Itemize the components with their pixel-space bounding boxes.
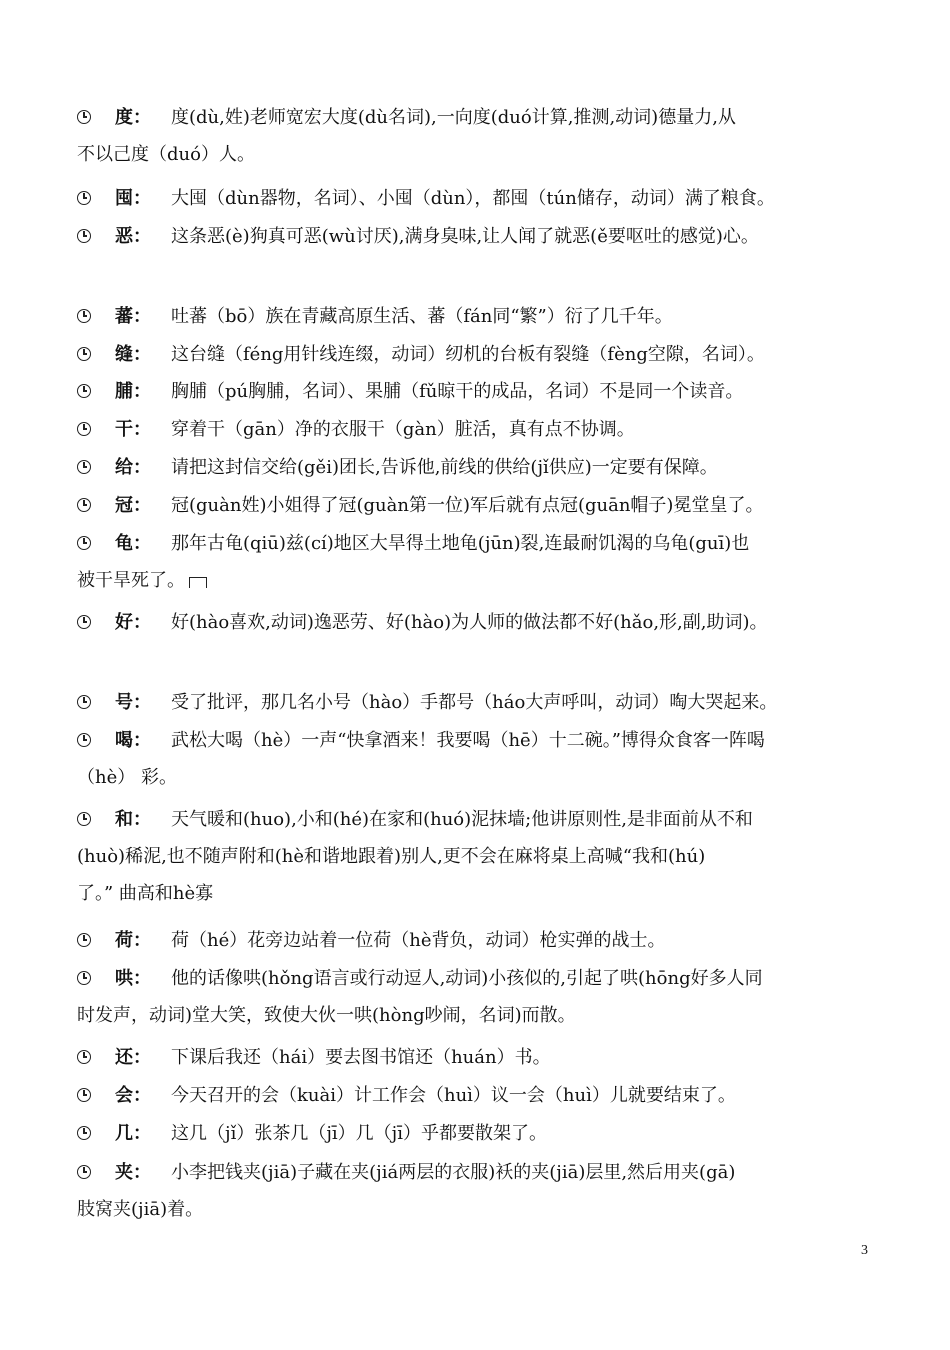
clock-bullet-icon: [77, 971, 91, 985]
clock-bullet-icon: [77, 1165, 91, 1179]
entry-char: 缝：: [115, 344, 151, 365]
page-number: 3: [861, 1243, 868, 1258]
entry-text: 那年古龟(qiū)兹(cí)地区大旱得土地龟(jūn)裂,连最耐饥渴的乌龟(guī)也: [171, 533, 750, 554]
clock-bullet-icon: [77, 1126, 91, 1140]
entry-char: 还：: [115, 1047, 151, 1068]
entry-he: [77, 722, 877, 796]
clock-bullet-icon: [77, 229, 91, 243]
entry-he2: [77, 801, 877, 912]
entry-text-cont: (huò)稀泥,也不随声附和(hè和谐地跟着)别人,更不会在麻将桌上高喊“我和(hú): [77, 846, 706, 867]
clock-bullet-icon: [77, 191, 91, 205]
entry-jia: [77, 1154, 877, 1228]
clock-bullet-icon: [77, 733, 91, 747]
entry-hao: [77, 604, 877, 641]
entry-char: 好：: [115, 612, 151, 633]
entry-du: [77, 99, 877, 173]
clock-bullet-icon: [77, 1088, 91, 1102]
entry-pu: [77, 373, 877, 410]
entry-text-cont: 时发声，动词)堂大笑，致使大伙一哄(hòng吵闹，名词)而散。: [77, 1005, 576, 1026]
entry-char: 冠：: [115, 495, 151, 516]
entry-char: 号：: [115, 692, 151, 713]
clock-bullet-icon: [77, 422, 91, 436]
entry-text: 他的话像哄(hǒng语言或行动逗人,动词)小孩似的,引起了哄(hōng好多人同: [171, 968, 763, 989]
entry-text: 请把这封信交给(gěi)团长,告诉他,前线的供给(jǐ供应)一定要有保障。: [171, 457, 718, 478]
entry-char: 恶：: [115, 226, 151, 247]
entry-text: 下课后我还（hái）要去图书馆还（huán）书。: [171, 1047, 551, 1068]
edit-mark-icon: [189, 577, 207, 588]
entry-hong: [77, 960, 877, 1034]
entry-char: 几：: [115, 1123, 151, 1144]
clock-bullet-icon: [77, 498, 91, 512]
entry-char: 干：: [115, 419, 151, 440]
clock-bullet-icon: [77, 615, 91, 629]
entry-text-cont: 被干旱死了。: [77, 570, 185, 591]
entry-text-cont: （hè） 彩。: [77, 767, 177, 788]
entry-fan: [77, 298, 877, 335]
clock-bullet-icon: [77, 933, 91, 947]
entry-text: 穿着干（gān）净的衣服干（gàn）脏活，真有点不协调。: [171, 419, 635, 440]
entry-hao2: [77, 684, 877, 721]
entry-text: 冠(guàn姓)小姐得了冠(guàn第一位)军后就有点冠(guān帽子)冕堂皇了。: [171, 495, 764, 516]
clock-bullet-icon: [77, 460, 91, 474]
entry-text: 吐蕃（bō）族在青藏高原生活、蕃（fán同“繁”）衍了几千年。: [171, 306, 673, 327]
entry-char: 蕃：: [115, 306, 151, 327]
entry-text: 今天召开的会（kuài）计工作会（huì）议一会（huì）儿就要结束了。: [171, 1085, 736, 1106]
entry-feng: [77, 336, 877, 373]
entry-char: 给：: [115, 457, 151, 478]
clock-bullet-icon: [77, 1050, 91, 1064]
entry-hai: [77, 1039, 877, 1076]
entry-text: 胸脯（pú胸脯，名词）、果脯（fǔ晾干的成品，名词）不是同一个读音。: [171, 381, 744, 402]
entry-text: 好(hào喜欢,动词)逸恶劳、好(hào)为人师的做法都不好(hǎo,形,副,助词)。: [171, 612, 768, 633]
entry-text: 大囤（dùn器物，名词）、小囤（dùn），都囤（tún储存，动词）满了粮食。: [171, 188, 775, 209]
entry-text-cont: 了。” 曲高和hè寡: [77, 883, 214, 904]
entry-guan: [77, 487, 877, 524]
entry-char: 度：: [115, 107, 151, 128]
entry-char: 哄：: [115, 968, 151, 989]
entry-char: 会：: [115, 1085, 151, 1106]
clock-bullet-icon: [77, 695, 91, 709]
entry-text: 这几（jǐ）张茶几（jī）几（jī）乎都要散架了。: [171, 1123, 548, 1144]
entry-text: 这台缝（féng用针线连缀，动词）纫机的台板有裂缝（fèng空隙，名词）。: [171, 344, 765, 365]
entry-text: 天气暖和(huo),小和(hé)在家和(huó)泥抹墙;他讲原则性,是非面前从不和: [171, 809, 753, 830]
entry-char: 龟：: [115, 533, 151, 554]
entry-text: 荷（hé）花旁边站着一位荷（hè背负，动词）枪实弹的战士。: [171, 930, 666, 951]
entry-text: 度(dù,姓)老师宽宏大度(dù名词),一向度(duó计算,推测,动词)德量力,从: [171, 107, 736, 128]
entry-e: [77, 218, 877, 255]
entry-char: 和：: [115, 809, 151, 830]
entry-text: 小李把钱夹(jiā)子藏在夹(jiá两层的衣服)袄的夹(jiā)层里,然后用夹(gā): [171, 1162, 736, 1183]
clock-bullet-icon: [77, 347, 91, 361]
clock-bullet-icon: [77, 812, 91, 826]
entry-text: 武松大喝（hè）一声“快拿酒来！我要喝（hē）十二碗。”博得众食客一阵喝: [171, 730, 765, 751]
entry-text: 受了批评，那几名小号（hào）手都号（háo大声呼叫，动词）啕大哭起来。: [171, 692, 778, 713]
clock-bullet-icon: [77, 309, 91, 323]
entry-char: 囤：: [115, 188, 151, 209]
entry-hui: [77, 1077, 877, 1114]
entry-text: 这条恶(è)狗真可恶(wù讨厌),满身臭味,让人闻了就恶(ě要呕吐的感觉)心。: [171, 226, 759, 247]
entry-char: 喝：: [115, 730, 151, 751]
clock-bullet-icon: [77, 110, 91, 124]
entry-he3: [77, 922, 877, 959]
entry-ji: [77, 1115, 877, 1152]
entry-char: 夹：: [115, 1162, 151, 1183]
entry-text-cont: 不以己度（duó）人。: [77, 144, 255, 165]
entry-gan: [77, 411, 877, 448]
entry-char: 荷：: [115, 930, 151, 951]
entry-char: 脯：: [115, 381, 151, 402]
entry-dun: [77, 180, 877, 217]
entry-text-cont: 肢窝夹(jiā)着。: [77, 1199, 204, 1220]
clock-bullet-icon: [77, 384, 91, 398]
entry-gui: [77, 525, 877, 599]
clock-bullet-icon: [77, 536, 91, 550]
entry-gei: [77, 449, 877, 486]
